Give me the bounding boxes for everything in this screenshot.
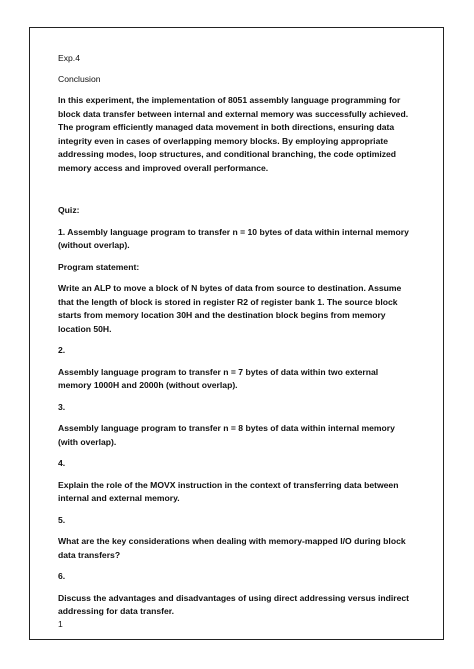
quiz-question-5-text: What are the key considerations when dealing with memory-mapped I/O during block data transfers? (58, 536, 406, 560)
quiz-question-2-number: 2. (58, 345, 66, 355)
page-number: 1 (58, 619, 63, 629)
quiz-question-3-number: 3. (58, 401, 66, 412)
quiz-question-6-number: 6. (58, 571, 66, 581)
quiz-question-4-number: 4. (58, 458, 66, 468)
quiz-question-5-number: 5. (58, 514, 66, 525)
quiz-question-4-text: Explain the role of the MOVX instruction in the context of transferring data between internal and external memory. (58, 479, 399, 503)
quiz-question-1: 1. Assembly language program to transfer n = 10 bytes of data within internal memory (without overlap). (58, 226, 409, 250)
quiz-heading: Quiz: (58, 205, 80, 215)
quiz-question-6-text: Discuss the advantages and disadvantages of using direct addressing versus indirect addressing for data transfer. (58, 592, 410, 616)
program-statement-heading: Program statement: (58, 261, 140, 272)
program-statement-text: Write an ALP to move a block of N bytes of data from source to destination. Assume that the length of block is stored in register R2 of register bank 1. The source block starts from memory location 30H and the destination block begins from memory location 50H. (58, 283, 402, 334)
experiment-title: Exp.4 (58, 53, 80, 63)
conclusion-heading: Conclusion (58, 73, 101, 84)
quiz-question-3-text: Assembly language program to transfer n = 8 bytes of data within internal memory (with overlap). (58, 423, 395, 447)
page-content (58, 49, 410, 619)
quiz-question-2-text: Assembly language program to transfer n = 7 bytes of data within two external memory 1000H and 2000h (without overlap). (58, 366, 379, 390)
conclusion-paragraph: In this experiment, the implementation of 8051 assembly language programming for block data transfer between internal and external memory was successfully achieved. The program efficiently managed data movement in both directions, ensuring data integrity even in cases of overlapping memory blocks. By employing appropriate addressing modes, loop structures, and conditional branching, the code optimized memory access and improved overall performance. (58, 95, 409, 173)
